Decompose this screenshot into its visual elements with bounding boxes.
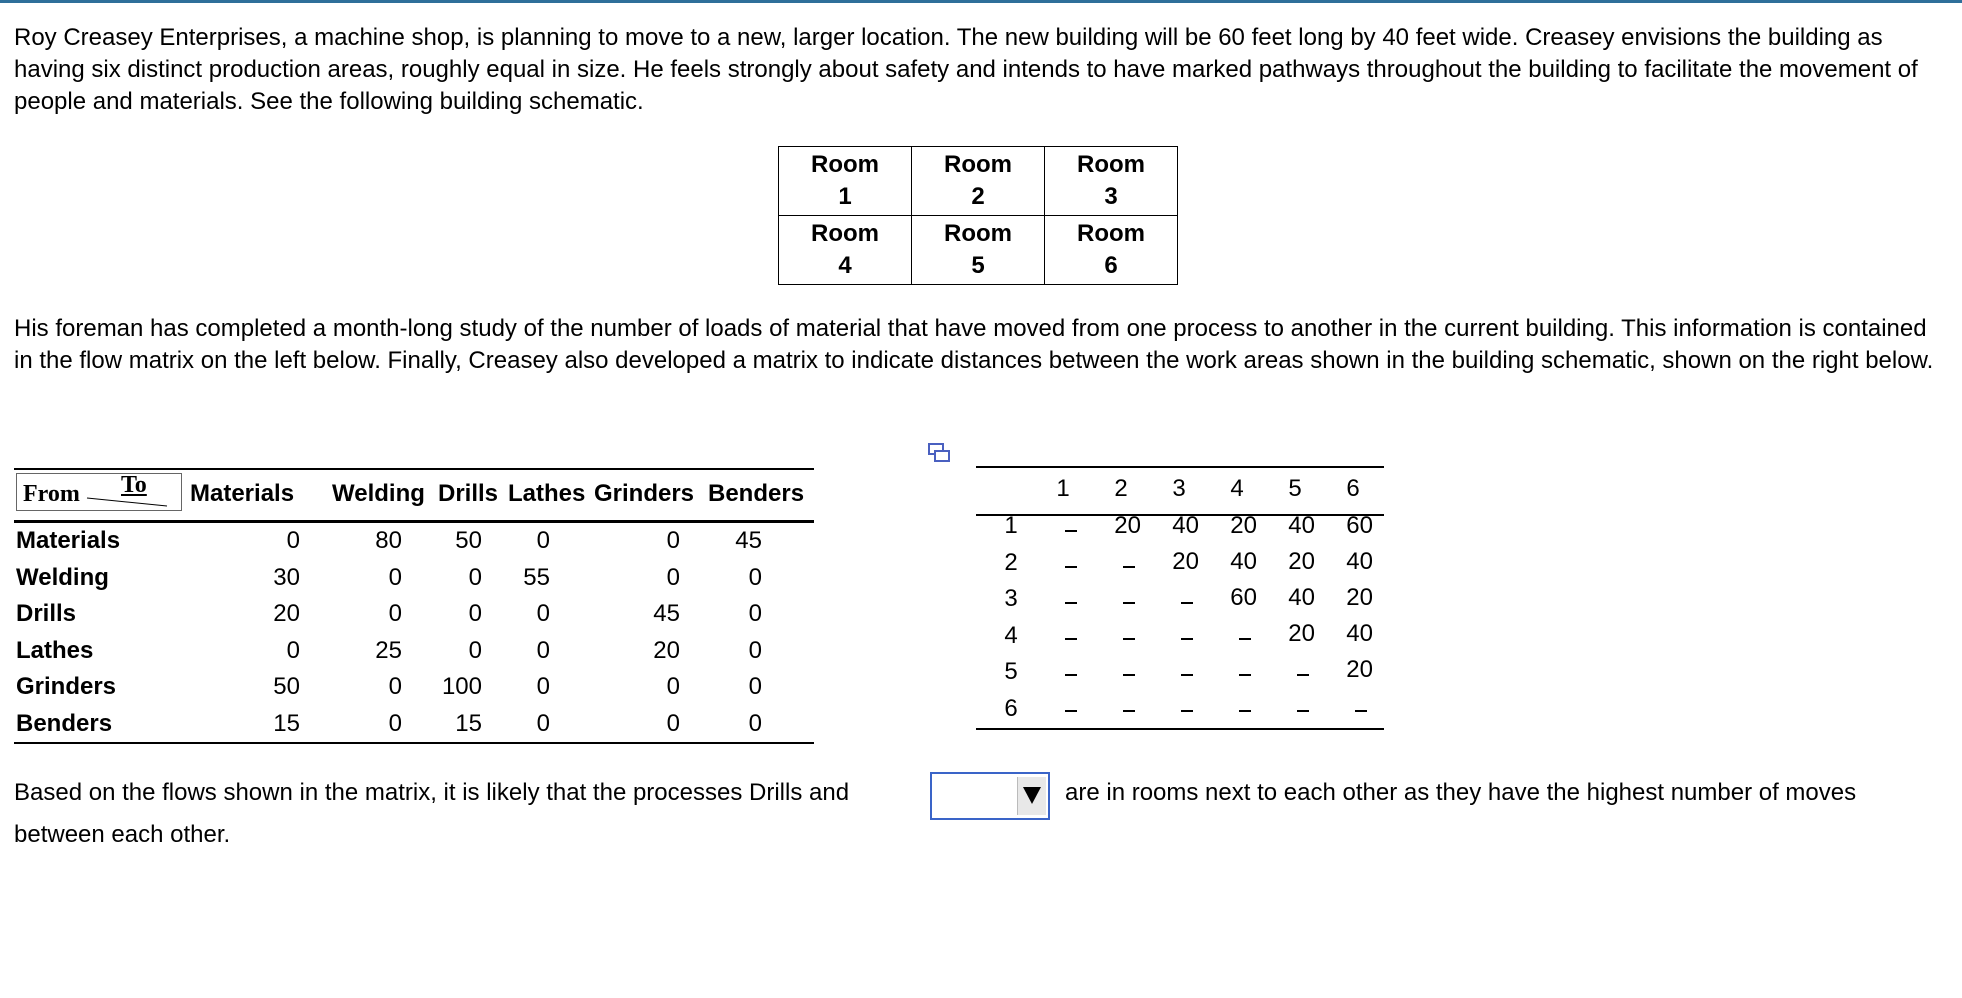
dist-dash: [1355, 710, 1367, 712]
flow-cell: 20: [273, 600, 300, 627]
flow-cell: 50: [273, 673, 300, 700]
dist-dash: [1297, 674, 1309, 676]
dist-cell: 20: [1114, 512, 1141, 539]
flow-col-header: Lathes: [508, 480, 586, 507]
flow-cell: 0: [536, 600, 550, 627]
triangle-down-icon: [1023, 787, 1041, 804]
flow-cell: 0: [666, 709, 680, 737]
dist-cell: 40: [1346, 620, 1373, 647]
dist-dash: [1065, 674, 1077, 676]
flow-cell: 0: [388, 673, 402, 700]
flow-col-header: Grinders: [594, 480, 695, 507]
dist-dash: [1239, 710, 1251, 712]
flow-cell: 0: [468, 563, 482, 591]
flow-cell: 80: [375, 527, 402, 554]
flow-cell: 45: [653, 600, 680, 627]
flow-header-rule: [14, 520, 814, 523]
dist-row-header: 5: [1004, 658, 1018, 685]
flow-col-header: Drills: [438, 480, 499, 507]
intro-paragraph: Roy Creasey Enterprises, a machine shop, is planning to move to a new, larger location. The new building will be 60 feet long by 40 feet wide. Creasey envisions the building as having six distinct production areas, roughly equal in size. He feels strongly about safety and intends to have marked pathways throughout the building to facilitate the movement of people and materials. See the following building schematic.: [14, 24, 1918, 115]
flow-cell: 25: [375, 636, 402, 664]
top-border: [0, 0, 1962, 3]
process-select-dropdown[interactable]: [930, 772, 1050, 820]
copy-table-icon[interactable]: [928, 442, 952, 464]
flow-row-header: Lathes: [16, 636, 94, 664]
building-schematic: [778, 146, 1178, 285]
dist-bottom-rule: [976, 728, 1384, 730]
flow-cell: 0: [388, 709, 402, 737]
flow-cell: 30: [273, 563, 300, 591]
dist-col-header: 5: [1288, 475, 1302, 502]
answer-text-after-line2: between each other.: [14, 821, 231, 848]
flow-col-header: Benders: [708, 480, 805, 507]
dist-cell: 60: [1346, 512, 1373, 539]
dist-dash: [1065, 710, 1077, 712]
dist-col-header: 4: [1230, 475, 1244, 502]
flow-cell: 0: [536, 527, 550, 554]
flow-cell: 0: [748, 600, 762, 627]
answer-text-after: are in rooms next to each other as they have the highest number of moves: [1065, 779, 1857, 806]
dist-cell: 20: [1288, 620, 1315, 647]
dist-cell: 40: [1172, 512, 1199, 539]
flow-cell: 0: [666, 527, 680, 554]
flow-cell: 0: [536, 636, 550, 664]
flow-cell: 0: [468, 636, 482, 664]
flow-cell: 0: [286, 527, 300, 554]
dist-cell: 20: [1346, 656, 1373, 683]
dist-col-header: 1: [1056, 475, 1070, 502]
flow-matrix: [14, 468, 814, 746]
dist-dash: [1181, 602, 1193, 604]
flow-bottom-rule: [14, 742, 814, 744]
flow-cell: 55: [523, 563, 550, 591]
answer-text-before: Based on the flows shown in the matrix, it is likely that the processes Drills and: [14, 779, 850, 806]
dist-row-header: 3: [1004, 585, 1018, 612]
dist-cell: 20: [1172, 548, 1199, 575]
dist-dash: [1181, 710, 1193, 712]
dist-cell: 40: [1288, 584, 1315, 611]
room-4: Room 4: [779, 216, 912, 285]
dist-dash: [1239, 674, 1251, 676]
flow-row-header: Grinders: [16, 673, 117, 700]
flow-cell: 0: [536, 709, 550, 737]
dist-dash: [1123, 566, 1135, 568]
flow-cell: 45: [735, 527, 762, 554]
dist-dash: [1065, 638, 1077, 640]
dist-cell: 20: [1288, 548, 1315, 575]
dist-row-header: 1: [1004, 512, 1018, 539]
room-1: Room 1: [779, 147, 912, 216]
flow-row-header: Benders: [16, 709, 113, 737]
flow-cell: 15: [455, 709, 482, 737]
from-to-corner: [16, 473, 182, 511]
corner-from-label: From: [23, 481, 80, 507]
flow-cell: 15: [273, 709, 300, 737]
dist-cell: 20: [1230, 512, 1257, 539]
dist-top-rule: [976, 466, 1384, 468]
dist-row-header: 2: [1004, 548, 1018, 576]
dist-col-header: 2: [1114, 475, 1128, 502]
study-paragraph: His foreman has completed a month-long study of the number of loads of material that have moved from one process to another in the current building. This information is contained in the flow matrix on the left below. Finally, Creasey also developed a matrix to indicate distances between the work areas shown in the building schematic, shown on the right below.: [14, 315, 1934, 374]
flow-cell: 0: [748, 673, 762, 700]
dist-col-header: 6: [1346, 475, 1360, 502]
dist-cell: 40: [1346, 548, 1373, 575]
flow-cell: 0: [666, 563, 680, 591]
dist-dash: [1065, 602, 1077, 604]
dist-col-header: 3: [1172, 475, 1186, 502]
flow-cell: 0: [748, 563, 762, 591]
dist-dash: [1181, 674, 1193, 676]
room-5: Room 5: [912, 216, 1045, 285]
dist-cell: 60: [1230, 584, 1257, 611]
flow-cell: 0: [468, 600, 482, 627]
room-3: Room 3: [1045, 147, 1178, 216]
corner-to-label: To: [121, 472, 147, 498]
flow-cell: 0: [666, 673, 680, 700]
dist-dash: [1123, 638, 1135, 640]
distance-matrix: [976, 466, 1384, 732]
flow-cell: 0: [748, 636, 762, 664]
dist-dash: [1181, 638, 1193, 640]
room-2: Room 2: [912, 147, 1045, 216]
flow-row-header: Welding: [16, 563, 109, 591]
room-6: Room 6: [1045, 216, 1178, 285]
flow-cell: 100: [441, 673, 482, 700]
flow-row-header: Materials: [16, 527, 121, 554]
dist-cell: 40: [1288, 512, 1315, 539]
flow-row-header: Drills: [16, 600, 77, 627]
dist-cell: 20: [1346, 584, 1373, 611]
flow-cell: 0: [536, 673, 550, 700]
flow-cell: 0: [388, 600, 402, 627]
dist-dash: [1065, 566, 1077, 568]
flow-col-header: Materials: [190, 480, 295, 507]
dist-dash: [1297, 710, 1309, 712]
flow-cell: 0: [388, 563, 402, 591]
flow-cell: 50: [455, 527, 482, 554]
dist-row-header: 4: [1004, 621, 1018, 649]
dist-dash: [1123, 710, 1135, 712]
dropdown-arrow-button[interactable]: [1017, 777, 1046, 815]
flow-cell: 0: [286, 636, 300, 664]
dist-dash: [1065, 530, 1077, 532]
dist-dash: [1239, 638, 1251, 640]
dist-dash: [1123, 674, 1135, 676]
flow-top-rule: [14, 468, 814, 470]
flow-col-header: Welding: [332, 480, 425, 507]
dist-row-header: 6: [1004, 694, 1018, 722]
dist-dash: [1123, 602, 1135, 604]
flow-cell: 0: [748, 709, 762, 737]
dist-cell: 40: [1230, 548, 1257, 575]
flow-cell: 20: [653, 636, 680, 664]
